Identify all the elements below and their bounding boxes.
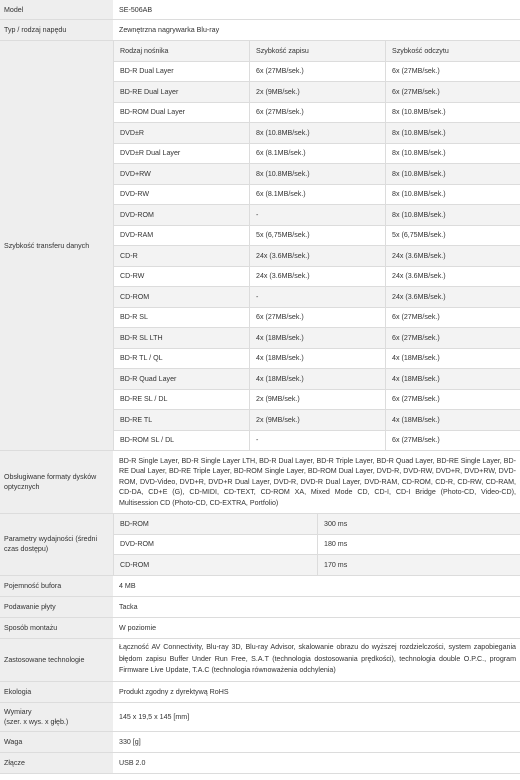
transfer-row [114, 369, 520, 390]
spec-row-formats [0, 451, 520, 514]
transfer-row [114, 102, 520, 123]
performance-row [114, 555, 520, 575]
transfer-header-cell: Rodzaj nośnika [114, 41, 250, 61]
spec-label: Szybkość transferu danych [0, 41, 113, 451]
transfer-header-cell: Szybkość odczytu [386, 41, 520, 61]
spec-value: 145 x 19,5 x 145 [mm] [113, 702, 520, 731]
read-speed-cell: 6x (27MB/sek.) [386, 307, 520, 328]
media-type-cell: DVD±R [114, 123, 250, 144]
spec-label: Podawanie płyty [0, 596, 113, 617]
access-time-cell: 300 ms [318, 514, 520, 534]
spec-row-mounting [0, 617, 520, 638]
spec-value: Produkt zgodny z dyrektywą RoHS [113, 681, 520, 702]
read-speed-cell: 4x (18MB/sek.) [386, 369, 520, 390]
performance-cell [113, 514, 520, 576]
transfer-cell [113, 41, 520, 451]
media-type-cell: DVD-RW [114, 184, 250, 205]
transfer-row [114, 307, 520, 328]
media-type-cell: DVD-RAM [114, 225, 250, 246]
transfer-row [114, 389, 520, 410]
spec-row-performance [0, 514, 520, 576]
write-speed-cell: - [250, 287, 386, 308]
performance-media-cell: BD-ROM [114, 514, 318, 534]
write-speed-cell: 6x (27MB/sek.) [250, 307, 386, 328]
read-speed-cell: 8x (10.8MB/sek.) [386, 102, 520, 123]
spec-label: Obsługiwane formaty dysków optycznych [0, 451, 113, 514]
write-speed-cell: 5x (6,75MB/sek.) [250, 225, 386, 246]
transfer-row [114, 430, 520, 450]
spec-row-ecology [0, 681, 520, 702]
media-type-cell: CD-R [114, 246, 250, 267]
media-type-cell: DVD-ROM [114, 205, 250, 226]
transfer-row [114, 225, 520, 246]
spec-label: Pojemność bufora [0, 575, 113, 596]
spec-row-type [0, 20, 520, 41]
spec-label: Sposób montażu [0, 617, 113, 638]
transfer-row [114, 184, 520, 205]
read-speed-cell: 24x (3.6MB/sek.) [386, 266, 520, 287]
write-speed-cell: 2x (9MB/sek.) [250, 82, 386, 103]
spec-label [0, 702, 113, 731]
read-speed-cell: 24x (3.6MB/sek.) [386, 246, 520, 267]
spec-row-model [0, 0, 520, 20]
write-speed-cell: - [250, 205, 386, 226]
spec-label: Zastosowane technologie [0, 638, 113, 681]
write-speed-cell: 8x (10.8MB/sek.) [250, 123, 386, 144]
transfer-row [114, 410, 520, 431]
read-speed-cell: 24x (3.6MB/sek.) [386, 287, 520, 308]
write-speed-cell: 2x (9MB/sek.) [250, 410, 386, 431]
spec-value: 330 [g] [113, 731, 520, 752]
transfer-row [114, 61, 520, 82]
transfer-row [114, 287, 520, 308]
spec-row-dimensions [0, 702, 520, 731]
access-time-cell: 180 ms [318, 534, 520, 555]
performance-row [114, 514, 520, 534]
write-speed-cell: 6x (8.1MB/sek.) [250, 184, 386, 205]
write-speed-cell: 4x (18MB/sek.) [250, 328, 386, 349]
read-speed-cell: 8x (10.8MB/sek.) [386, 123, 520, 144]
spec-value: Zewnętrzna nagrywarka Blu-ray [113, 20, 520, 41]
write-speed-cell: 6x (27MB/sek.) [250, 102, 386, 123]
transfer-row [114, 246, 520, 267]
spec-label: Ekologia [0, 681, 113, 702]
media-type-cell: DVD±R Dual Layer [114, 143, 250, 164]
spec-label: Model [0, 0, 113, 20]
read-speed-cell: 6x (27MB/sek.) [386, 328, 520, 349]
transfer-table [113, 41, 520, 450]
transfer-row [114, 143, 520, 164]
transfer-row [114, 205, 520, 226]
spec-label: Parametry wydajności (średni czas dostępu) [0, 514, 113, 576]
performance-table [113, 514, 520, 575]
read-speed-cell: 8x (10.8MB/sek.) [386, 184, 520, 205]
media-type-cell: BD-RE Dual Layer [114, 82, 250, 103]
write-speed-cell: 24x (3.6MB/sek.) [250, 266, 386, 287]
performance-row [114, 534, 520, 555]
transfer-header-cell: Szybkość zapisu [250, 41, 386, 61]
spec-row-tech [0, 638, 520, 681]
tech-list: Łączność AV Connectivity, Blu-ray 3D, Blu-ray Advisor, skalowanie obrazu do wyższej rozdzielczości, system zapobiegania błędom zapisu Buffer Under Run Free, S.A.T (technologia dostosowania prędkości), technologia double O.P.C., program Firmware Live Update, T.A.C (technologia równoważenia odchylenia) [113, 638, 520, 681]
write-speed-cell: 6x (8.1MB/sek.) [250, 143, 386, 164]
read-speed-cell: 8x (10.8MB/sek.) [386, 205, 520, 226]
read-speed-cell: 8x (10.8MB/sek.) [386, 164, 520, 185]
transfer-row [114, 348, 520, 369]
write-speed-cell: 4x (18MB/sek.) [250, 369, 386, 390]
write-speed-cell: 8x (10.8MB/sek.) [250, 164, 386, 185]
spec-label: Typ / rodzaj napędu [0, 20, 113, 41]
spec-label: Waga [0, 731, 113, 752]
media-type-cell: BD-R SL [114, 307, 250, 328]
spec-row-transfer [0, 41, 520, 451]
media-type-cell: CD-RW [114, 266, 250, 287]
read-speed-cell: 6x (27MB/sek.) [386, 61, 520, 82]
media-type-cell: BD-ROM Dual Layer [114, 102, 250, 123]
spec-row-connector [0, 752, 520, 773]
spec-row-weight [0, 731, 520, 752]
write-speed-cell: 2x (9MB/sek.) [250, 389, 386, 410]
spec-value: W poziomie [113, 617, 520, 638]
media-type-cell: BD-R Quad Layer [114, 369, 250, 390]
media-type-cell: BD-R SL LTH [114, 328, 250, 349]
transfer-row [114, 328, 520, 349]
read-speed-cell: 6x (27MB/sek.) [386, 430, 520, 450]
transfer-row [114, 266, 520, 287]
spec-row-loading [0, 596, 520, 617]
read-speed-cell: 6x (27MB/sek.) [386, 389, 520, 410]
read-speed-cell: 8x (10.8MB/sek.) [386, 143, 520, 164]
dimensions-label: Wymiary [4, 707, 32, 716]
read-speed-cell: 4x (18MB/sek.) [386, 348, 520, 369]
media-type-cell: BD-RE TL [114, 410, 250, 431]
write-speed-cell: 24x (3.6MB/sek.) [250, 246, 386, 267]
transfer-header-row [114, 41, 520, 61]
spec-label: Złącze [0, 752, 113, 773]
spec-value: 4 MB [113, 575, 520, 596]
write-speed-cell: 6x (27MB/sek.) [250, 61, 386, 82]
media-type-cell: BD-ROM SL / DL [114, 430, 250, 450]
spec-value: USB 2.0 [113, 752, 520, 773]
performance-media-cell: CD-ROM [114, 555, 318, 575]
transfer-row [114, 82, 520, 103]
transfer-row [114, 164, 520, 185]
read-speed-cell: 4x (18MB/sek.) [386, 410, 520, 431]
dimensions-sublabel: (szer. x wys. x głęb.) [4, 717, 69, 726]
media-type-cell: CD-ROM [114, 287, 250, 308]
write-speed-cell: 4x (18MB/sek.) [250, 348, 386, 369]
transfer-row [114, 123, 520, 144]
media-type-cell: BD-R Dual Layer [114, 61, 250, 82]
media-type-cell: BD-RE SL / DL [114, 389, 250, 410]
spec-value: SE-506AB [113, 0, 520, 20]
formats-list: BD-R Single Layer, BD-R Single Layer LTH, BD-R Dual Layer, BD-R Triple Layer, BD-R Quad Layer, BD-RE Single Layer, BD-RE Dual Layer, BD-RE Triple Layer, BD-ROM Single Layer, BD-ROM Dual Layer, DVD-R, DVD-RW, DVD+R, DVD+RW, DVD-ROM, DVD-Video, DVD+R, DVD+R Dual Layer, DVD-R, DVD-R Dual Layer, DVD-RAM, CD-ROM, CD-R, CD-RW, CD-RAM, CD-DA, CD+E (G), CD-MIDI, CD-TEXT, CD-ROM XA, Mixed Mode CD, CD-I, CD-I Bridge (Photo-CD, Video-CD), Multisession CD (Photo-CD, CD-EXTRA, Portfolio) [113, 451, 520, 514]
read-speed-cell: 5x (6,75MB/sek.) [386, 225, 520, 246]
media-type-cell: BD-R TL / QL [114, 348, 250, 369]
read-speed-cell: 6x (27MB/sek.) [386, 82, 520, 103]
performance-media-cell: DVD-ROM [114, 534, 318, 555]
spec-value: Tacka [113, 596, 520, 617]
access-time-cell: 170 ms [318, 555, 520, 575]
media-type-cell: DVD+RW [114, 164, 250, 185]
write-speed-cell: - [250, 430, 386, 450]
spec-row-buffer [0, 575, 520, 596]
